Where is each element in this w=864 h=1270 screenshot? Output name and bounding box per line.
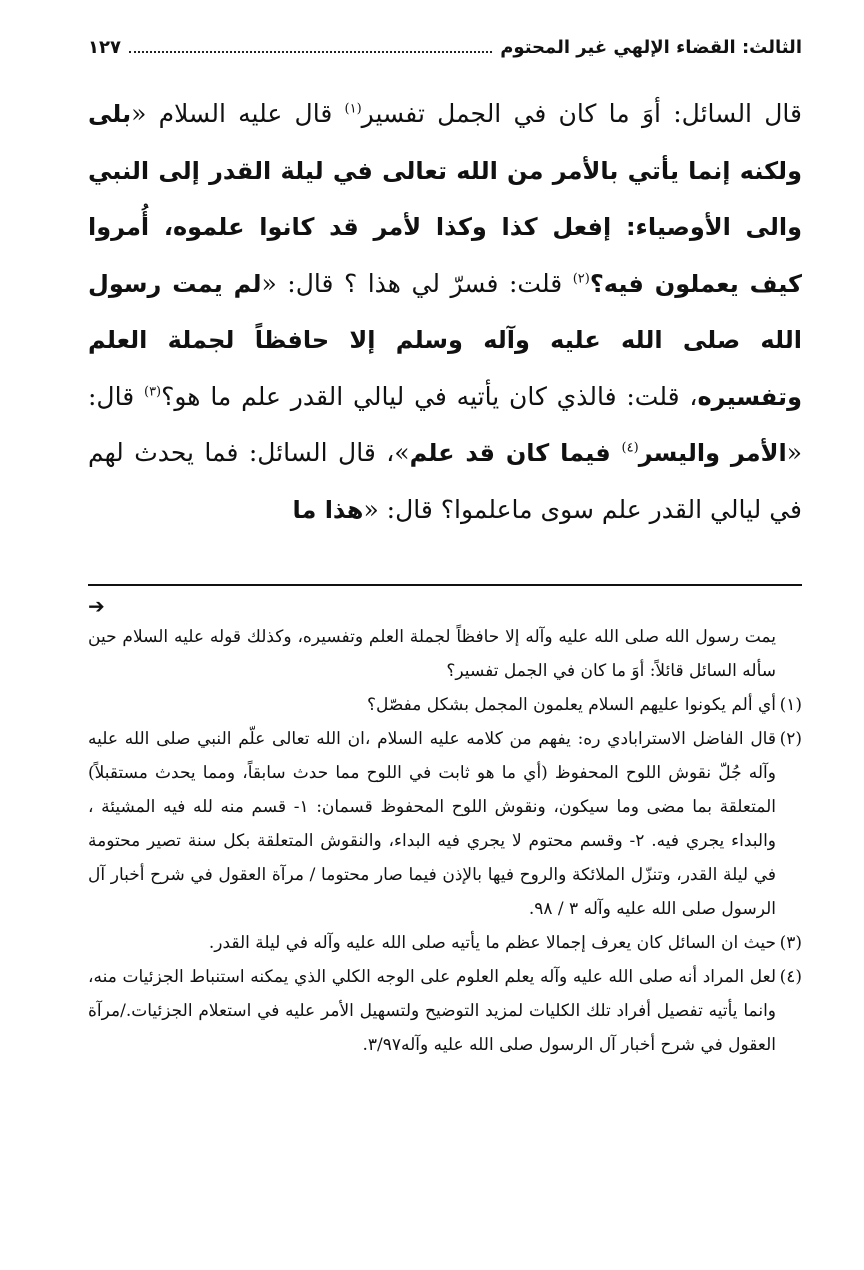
footnote-ref: (٣)	[143, 384, 162, 400]
main-text	[88, 86, 802, 538]
footnotes	[88, 620, 802, 1062]
main-text-segment: قلت: فسرّ لي هذا ؟ قال: «	[261, 268, 573, 298]
footnote-text: لعل المراد أنه صلى الله عليه وآله يعلم العلوم على الوجه الكلي الذي يمكنه استنباط الجزئيات منه، وانما يأتيه تفصيل أفراد تلك الكليات لمزيد التوضيح ولتسهيل الأمر عليه في استعلام الجزئيات./مرآة العقول في شرح أخبار آل الرسول صلى الله عليه وآله٣/٩٧.	[88, 967, 776, 1055]
main-text-segment: ، قلت: فالذي كان يأتيه في ليالي القدر علم ما هو؟	[161, 381, 698, 411]
footnote-ref: (٢)	[572, 271, 590, 287]
footnote-ref: (١)	[344, 101, 362, 117]
footnote-text: قال الفاضل الاسترابادي ره: يفهم من كلامه عليه السلام ،ان الله تعالى علّم النبي صلى الله عليه وآله جُلّ نقوش اللوح المحفوظ (أي ما هو ثابت في اللوح مما حدث سابقاً، ومما يحدث مستقبلاً) المتعلقة بما مضى وما سيكون، ونقوش اللوح المحفوظ قسمان: ١- قسم منه لله فيه المشيئة ، والبداء يجري فيه. ٢- وقسم محتوم لا يجري فيه البداء، والنقوش المتعلقة بكل سنة تصير محتومة في ليلة القدر، وتنزّل الملائكة والروح فيها بالإذن فيما صار محتوما / مرآة العقول في شرح أخبار آل الرسول صلى الله عليه وآله ٣ / ٩٨.	[88, 729, 776, 919]
footnote-continuation: يمت رسول الله صلى الله عليه وآله إلا حافظاً لجملة العلم وتفسيره، وكذلك قوله عليه السلام حين سأله السائل قائلاً: أوَ ما كان في الجمل تفسير؟	[88, 627, 776, 681]
quoted-hadith: هذا ما	[292, 495, 364, 524]
footnote-divider	[88, 584, 802, 586]
main-text-segment: »، قال السائل: فما يحدث لهم في ليالي القدر علم سوى ماعلموا؟ قال: «	[88, 438, 802, 524]
main-text-segment: قال السائل: أوَ ما كان في الجمل تفسير	[361, 99, 802, 128]
running-header	[88, 32, 802, 62]
footnote-number: (١)	[779, 695, 802, 715]
footnote-item	[88, 960, 802, 1062]
main-text-segment: قال: «	[88, 381, 803, 467]
footnote-ref: (٤)	[621, 440, 639, 456]
quoted-hadith: فيما كان قد علم	[409, 439, 622, 467]
footnote-number: (٢)	[779, 729, 802, 749]
footnote-item	[88, 722, 802, 926]
main-text-segment: قال عليه السلام «	[131, 99, 345, 128]
leader-dots	[129, 41, 492, 53]
footnote-text: أي ألم يكونوا عليهم السلام يعلمون المجمل بشكل مفصّل؟	[367, 695, 776, 715]
chapter-title: الثالث: القضاء الإلهي غير المحتوم	[500, 36, 802, 58]
quoted-hadith: الأمر واليسر	[638, 439, 787, 467]
page-number: ١٢٧	[88, 36, 121, 58]
footnote-text: حيث ان السائل كان يعرف إجمالا عظم ما يأتيه صلى الله عليه وآله في ليلة القدر.	[208, 933, 776, 953]
footnote-number: (٣)	[779, 933, 802, 953]
footnote-item	[88, 926, 802, 960]
footnote-number: (٤)	[779, 967, 802, 987]
arrow-right-icon: ➔	[88, 594, 105, 618]
quoted-hadith: لم يمت رسول الله صلى الله عليه وآله وسلم إلا حافظاً لجملة العلم وتفسيره	[88, 269, 802, 411]
footnote-item	[88, 688, 802, 722]
quoted-hadith: بلى ولكنه إنما يأتي بالأمر من الله تعالى في ليلة القدر إلى النبي والى الأوصياء: إفعل كذا وكذا لأمر قد كانوا علموه، أُمروا كيف يعملون فيه؟	[88, 100, 802, 298]
